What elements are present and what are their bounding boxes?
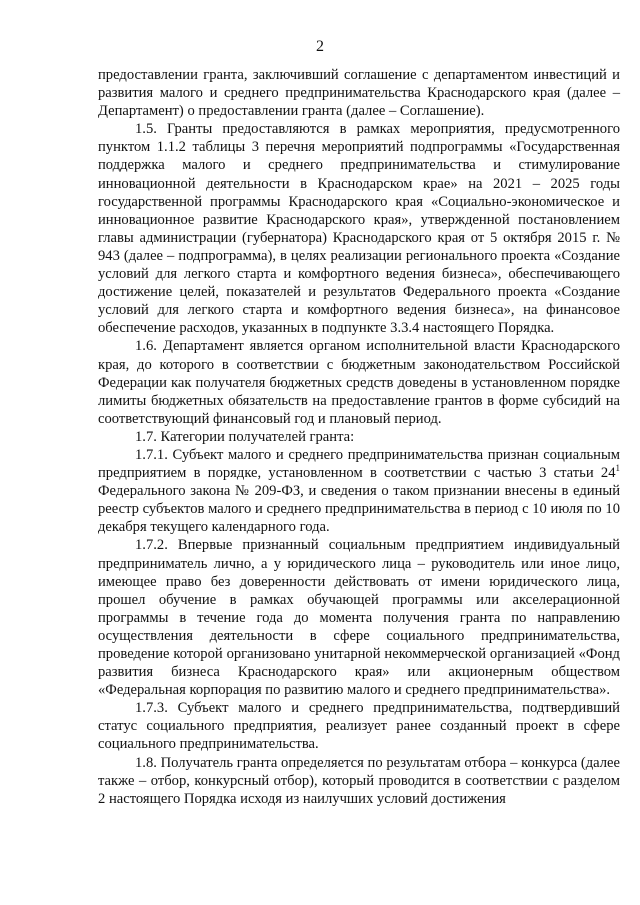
paragraph-1-6: 1.6. Департамент является органом исполнительной власти Краснодарского края, до которого в соответствии с бюджетным законодательством Российской Федерации как получателя бюджетных средств доведены в установленном порядке лимиты бюджетных обязательств на предоставление грантов в форме субсидий на соответствующий финансовый год и плановый период. [98,338,620,427]
article-superscript: 1 [615,463,620,474]
paragraph-1-7-1 [98,446,620,536]
paragraph-1-7-1-text-start: 1.7.1. Субъект малого и среднего предпринимательства признан социальным предприятием в порядке, установленном в соответствии с частью 3 статьи 24 [98,446,620,482]
paragraph-1-8: 1.8. Получатель гранта определяется по результатам отбора – конкурса (далее также – отбор, конкурсный отбор), который проводится в соответствии с разделом 2 настоящего Порядка исходя из наилучших условий достижения [98,754,620,807]
page-number: 2 [316,38,324,55]
paragraph-1-7-1-text-end: Федерального закона № 209-ФЗ, и сведения о таком признании внесены в единый реестр субъектов малого и среднего предпринимательства в период с 10 июля по 10 декабря текущего календарного года. [98,483,620,536]
paragraph-grant-recipient-continuation: предоставлении гранта, заключивший соглашение с департаментом инвестиций и развития малого и среднего предпринимательства Краснодарского края (далее – Департамент) о предоставлении гранта (далее – Соглашение). [98,67,620,120]
document-body [98,66,620,808]
paragraph-1-7-2: 1.7.2. Впервые признанный социальным предприятием индивидуальный предприниматель лично, а у юридического лица – руководитель или иное лицо, имеющее право без доверенности действовать от имени юридического лица, прошел обучение в рамках обучающей программы или акселерационной программы в течение года до момента получения гранта по направлению осуществления деятельности в сфере социального предпринимательства, проведение которой организовано унитарной некоммерческой организацией «Фонд развития бизнеса Краснодарского края» или акционерным обществом «Федеральная корпорация по развитию малого и среднего предпринимательства». [98,537,620,699]
paragraph-1-7-3: 1.7.3. Субъект малого и среднего предпринимательства, подтвердивший статус социального предприятия, реализует ранее созданный проект в сфере социального предпринимательства. [98,700,620,753]
paragraph-1-5: 1.5. Гранты предоставляются в рамках мероприятия, предусмотренного пунктом 1.1.2 таблицы 3 перечня мероприятий подпрограммы «Государственная поддержка малого и среднего предпринимательства и стимулирование инновационной деятельности в Краснодарском крае» на 2021 – 2025 годы государственной программы Краснодарского края «Социально-экономическое и инновационное развитие Краснодарского края», утвержденной постановлением главы администрации (губернатора) Краснодарского края от 5 октября 2015 г. № 943 (далее – подпрограмма), в целях реализации регионального проекта «Создание условий для легкого старта и комфортного ведения бизнеса», обеспечивающего достижение целей, показателей и результатов Федерального проекта «Создание условий для легкого старта и комфортного ведения бизнеса», на финансовое обеспечение расходов, указанных в подпункте 3.3.4 настоящего Порядка. [98,121,620,337]
paragraph-1-7: 1.7. Категории получателей гранта: [135,428,355,445]
